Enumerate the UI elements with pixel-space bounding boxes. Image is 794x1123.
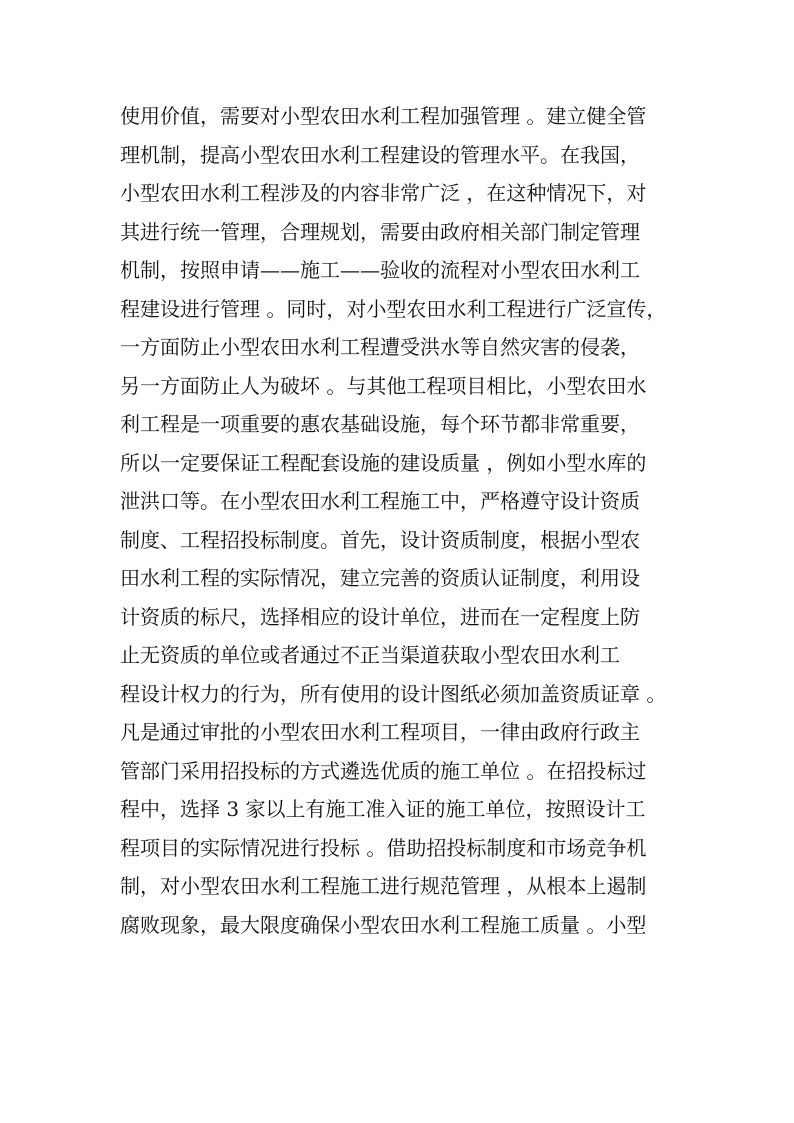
text-line-7: 一方面防止小型农田水利工程遭受洪水等自然灾害的侵袭， bbox=[120, 335, 640, 359]
text-line-6: 程建设进行管理 。同时，对小型农田水利工程进行广泛宣传， bbox=[120, 296, 667, 321]
text-line-17: 凡是通过审批的小型农田水利工程项目，一律由政府行政主 bbox=[120, 720, 640, 744]
text-line-1: 使用价值，需要对小型农田水利工程加强管理 。建立健全管 bbox=[120, 104, 647, 128]
text-line-22: 腐败现象，最大限度确保小型农田水利工程施工质量 。小型 bbox=[120, 912, 647, 937]
text-line-20: 程项目的实际情况进行投标 。借助招投标制度和市场竞争机 bbox=[120, 835, 647, 860]
text-line-16: 程设计权力的行为，所有使用的设计图纸必须加盖资质证章 。 bbox=[120, 681, 667, 706]
text-line-14: 计资质的标尺，选择相应的设计单位，进而在一定程度上防 bbox=[120, 604, 640, 629]
text-line-4: 其进行统一管理，合理规划，需要由政府相关部门制定管理 bbox=[120, 219, 640, 244]
text-line-10: 所以一定要保证工程配套设施的建设质量 ，例如小型水库的 bbox=[120, 450, 647, 475]
text-line-18: 管部门采用招投标的方式遴选优质的施工单位 。在招投标过 bbox=[120, 758, 647, 783]
text-line-5: 机制，按照申请——施工——验收的流程对小型农田水利工 bbox=[120, 258, 640, 282]
text-line-11: 泄洪口等。在小型农田水利工程施工中，严格遵守设计资质 bbox=[120, 489, 640, 513]
text-line-15: 止无资质的单位或者通过不正当渠道获取小型农田水利工 bbox=[120, 643, 620, 667]
text-line-3: 小型农田水利工程涉及的内容非常广泛 ，在这种情况下，对 bbox=[120, 181, 647, 205]
text-line-8: 另一方面防止人为破坏 。与其他工程项目相比，小型农田水 bbox=[120, 373, 647, 398]
text-line-21: 制，对小型农田水利工程施工进行规范管理 ，从根本上遏制 bbox=[120, 874, 647, 898]
body-text bbox=[120, 97, 690, 944]
text-line-2: 理机制，提高小型农田水利工程建设的管理水平。在我国， bbox=[120, 142, 640, 167]
text-line-19: 程中，选择 3 家以上有施工准入证的施工单位，按照设计工 bbox=[120, 797, 646, 821]
text-line-12: 制度、工程招投标制度。首先，设计资质制度，根据小型农 bbox=[120, 527, 640, 552]
text-line-13: 田水利工程的实际情况，建立完善的资质认证制度，利用设 bbox=[120, 566, 640, 590]
text-line-9: 利工程是一项重要的惠农基础设施，每个环节都非常重要， bbox=[120, 412, 640, 436]
